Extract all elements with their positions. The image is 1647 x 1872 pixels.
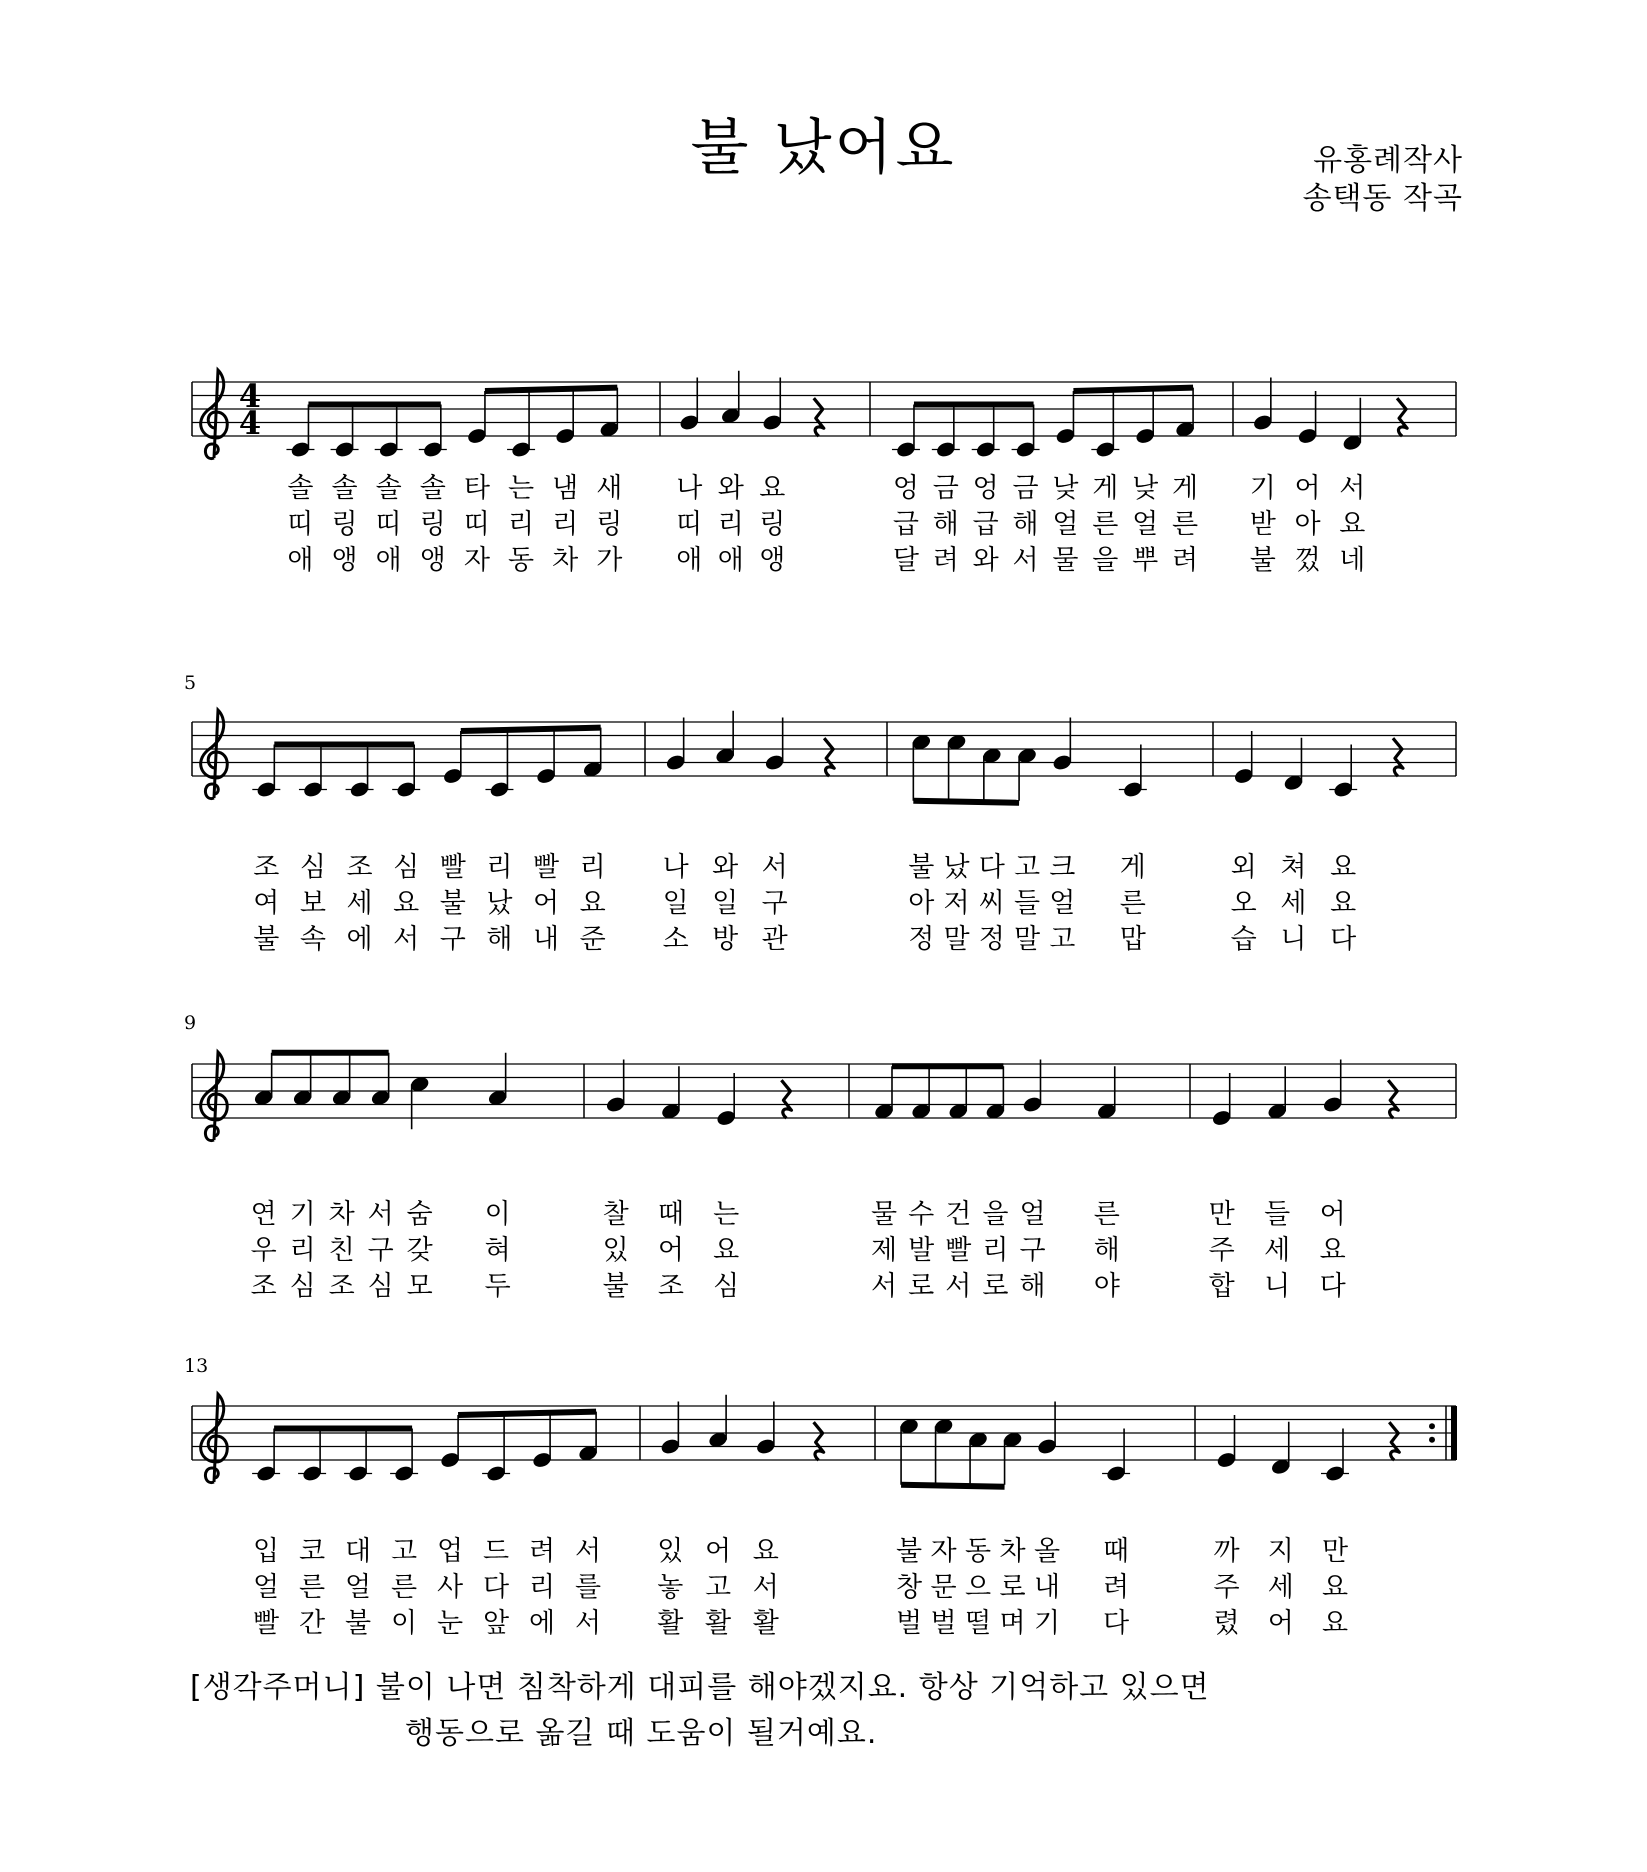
staff-system-1 bbox=[192, 370, 1456, 576]
lyric-syllable: 띠 bbox=[375, 509, 402, 540]
lyric-syllable: 달 bbox=[892, 545, 920, 576]
lyric-syllable: 앵 bbox=[419, 545, 446, 576]
quarter-rest-icon bbox=[814, 398, 824, 436]
lyric-syllable: 올 bbox=[1034, 1536, 1061, 1567]
lyric-syllable: 활 bbox=[752, 1608, 779, 1639]
lyric-syllable: 리 bbox=[552, 509, 579, 540]
beam bbox=[901, 1485, 1005, 1487]
lyric-syllable: 빨 bbox=[253, 1608, 280, 1639]
lyric-syllable: 에 bbox=[346, 924, 373, 955]
lyric-syllable: 아 bbox=[908, 888, 935, 919]
lyric-syllable: 심 bbox=[299, 852, 326, 883]
lyric-syllable: 어 bbox=[705, 1536, 732, 1567]
lyric-syllable: 심 bbox=[393, 852, 420, 883]
lyric-syllable: 준 bbox=[579, 924, 606, 955]
lyric-syllable: 서 bbox=[1012, 545, 1039, 576]
lyric-syllable: 심 bbox=[289, 1271, 316, 1302]
lyric-syllable: 서 bbox=[1339, 473, 1366, 504]
lyric-syllable: 려 bbox=[529, 1536, 556, 1567]
lyric-syllable: 링 bbox=[759, 509, 786, 540]
staff-system-3 bbox=[184, 1012, 1456, 1302]
lyric-syllable: 세 bbox=[1280, 888, 1307, 919]
lyric-syllable: 얼 bbox=[1132, 509, 1159, 540]
lyric-syllable: 앵 bbox=[331, 545, 358, 576]
lyric-syllable: 불 bbox=[439, 888, 466, 919]
lyric-syllable: 내 bbox=[533, 924, 560, 955]
lyric-syllable: 어 bbox=[533, 888, 560, 919]
lyric-syllable: 고 bbox=[1014, 852, 1041, 883]
lyric-syllable: 으 bbox=[965, 1572, 992, 1603]
lyric-syllable: 조 bbox=[253, 852, 280, 883]
lyric-syllable: 솔 bbox=[331, 473, 358, 504]
lyric-syllable: 고 bbox=[705, 1572, 732, 1603]
lyric-syllable: 빨 bbox=[533, 852, 560, 883]
lyric-syllable: 다 bbox=[1319, 1271, 1346, 1302]
lyric-syllable: 수 bbox=[908, 1199, 935, 1230]
lyric-syllable: 까 bbox=[1213, 1536, 1240, 1567]
lyric-syllable: 다 bbox=[483, 1572, 510, 1603]
treble-clef-icon bbox=[201, 710, 228, 799]
lyric-syllable: 솔 bbox=[419, 473, 446, 504]
lyric-syllable: 금 bbox=[1012, 473, 1039, 504]
lyric-syllable: 어 bbox=[1294, 473, 1321, 504]
lyric-syllable: 났 bbox=[943, 852, 970, 883]
lyric-syllable: 조 bbox=[657, 1271, 684, 1302]
lyric-syllable: 링 bbox=[419, 509, 446, 540]
lyric-syllable: 해 bbox=[486, 924, 513, 955]
lyric-syllable: 관 bbox=[761, 924, 788, 955]
lyric-syllable: 간 bbox=[299, 1608, 326, 1639]
lyric-syllable: 애 bbox=[287, 545, 314, 576]
lyric-syllable: 있 bbox=[602, 1235, 629, 1266]
lyric-syllable: 요 bbox=[1321, 1572, 1349, 1603]
lyric-syllable: 씨 bbox=[978, 888, 1005, 919]
lyric-syllable: 해 bbox=[1019, 1271, 1046, 1302]
lyric-syllable: 와 bbox=[712, 852, 739, 883]
lyric-syllable: 조 bbox=[346, 852, 373, 883]
lyric-syllable: 서 bbox=[945, 1271, 972, 1302]
lyric-syllable: 른 bbox=[1093, 1199, 1120, 1230]
lyric-syllable: 찰 bbox=[602, 1199, 629, 1230]
lyric-syllable: 때 bbox=[1103, 1536, 1130, 1567]
lyric-syllable: 게 bbox=[1172, 473, 1199, 504]
lyric-syllable: 물 bbox=[1052, 545, 1079, 576]
quarter-rest-icon bbox=[781, 1080, 791, 1118]
lyric-syllable: 아 bbox=[1294, 509, 1321, 540]
lyric-syllable: 문 bbox=[930, 1572, 957, 1603]
lyric-syllable: 여 bbox=[253, 888, 280, 919]
lyric-syllable: 엉 bbox=[892, 473, 920, 504]
lyric-syllable: 서 bbox=[367, 1199, 394, 1230]
lyric-syllable: 금 bbox=[932, 473, 959, 504]
lyric-syllable: 요 bbox=[752, 1536, 779, 1567]
lyric-syllable: 차 bbox=[328, 1199, 355, 1230]
lyric-syllable: 얼 bbox=[253, 1572, 280, 1603]
lyric-syllable: 띠 bbox=[676, 509, 703, 540]
lyric-syllable: 렸 bbox=[1213, 1608, 1240, 1639]
lyric-syllable: 우 bbox=[250, 1235, 277, 1266]
lyric-syllable: 동 bbox=[965, 1536, 992, 1567]
lyric-syllable: 말 bbox=[943, 924, 970, 955]
lyric-syllable: 말 bbox=[1014, 924, 1041, 955]
lyric-syllable: 른 bbox=[391, 1572, 418, 1603]
repeat-dot bbox=[1429, 1437, 1435, 1443]
lyric-syllable: 얼 bbox=[345, 1572, 372, 1603]
lyric-syllable: 리 bbox=[529, 1572, 556, 1603]
lyric-syllable: 네 bbox=[1339, 545, 1366, 576]
lyric-syllable: 는 bbox=[508, 473, 535, 504]
lyric-syllable: 불 bbox=[1249, 545, 1276, 576]
lyric-syllable: 있 bbox=[657, 1536, 684, 1567]
lyric-syllable: 서 bbox=[393, 924, 420, 955]
lyric-syllable: 불 bbox=[602, 1271, 629, 1302]
beam bbox=[461, 728, 601, 731]
lyric-syllable: 려 bbox=[932, 545, 959, 576]
lyric-syllable: 내 bbox=[1034, 1572, 1061, 1603]
lyric-syllable: 요 bbox=[579, 888, 606, 919]
quarter-rest-icon bbox=[1397, 398, 1407, 436]
lyric-syllable: 엉 bbox=[972, 473, 999, 504]
lyric-syllable: 맙 bbox=[1119, 924, 1146, 955]
lyric-syllable: 로 bbox=[999, 1572, 1026, 1603]
lyric-syllable: 리 bbox=[982, 1235, 1009, 1266]
lyric-syllable: 습 bbox=[1230, 924, 1257, 955]
lyric-syllable: 자 bbox=[930, 1536, 957, 1567]
lyric-syllable: 나 bbox=[662, 852, 689, 883]
lyric-syllable: 애 bbox=[375, 545, 402, 576]
lyric-syllable: 심 bbox=[713, 1271, 740, 1302]
lyric-syllable: 기 bbox=[1034, 1608, 1061, 1639]
lyric-syllable: 크 bbox=[1049, 852, 1076, 883]
lyric-syllable: 야 bbox=[1093, 1271, 1120, 1302]
lyric-syllable: 물 bbox=[870, 1199, 898, 1230]
lyric-syllable: 니 bbox=[1264, 1271, 1291, 1302]
lyric-syllable: 리 bbox=[486, 852, 513, 883]
quarter-rest-icon bbox=[1393, 738, 1403, 776]
lyric-syllable: 갖 bbox=[406, 1235, 433, 1266]
lyric-syllable: 차 bbox=[999, 1536, 1026, 1567]
lyric-syllable: 주 bbox=[1213, 1572, 1240, 1603]
lyric-syllable: 나 bbox=[676, 473, 703, 504]
lyric-syllable: 구 bbox=[367, 1235, 394, 1266]
lyric-syllable: 제 bbox=[870, 1235, 898, 1266]
lyric-syllable: 연 bbox=[250, 1199, 277, 1230]
lyric-syllable: 모 bbox=[406, 1271, 433, 1302]
lyricist-credit: 유홍례작사 bbox=[1313, 143, 1463, 178]
lyric-syllable: 만 bbox=[1208, 1199, 1235, 1230]
lyric-syllable: 대 bbox=[345, 1536, 372, 1567]
lyric-syllable: 급 bbox=[972, 509, 999, 540]
lyric-syllable: 을 bbox=[982, 1199, 1009, 1230]
time-signature-top: 4 bbox=[238, 377, 262, 415]
footer-note-line2: 행동으로 옮길 때 도움이 될거예요. bbox=[405, 1716, 878, 1751]
lyric-syllable: 요 bbox=[1330, 852, 1357, 883]
lyric-syllable: 른 bbox=[1172, 509, 1199, 540]
lyric-syllable: 서 bbox=[752, 1572, 779, 1603]
lyric-syllable: 앵 bbox=[759, 545, 786, 576]
lyric-syllable: 심 bbox=[367, 1271, 394, 1302]
lyric-syllable: 서 bbox=[575, 1536, 602, 1567]
staff-system-4 bbox=[184, 1355, 1457, 1639]
lyric-syllable: 요 bbox=[1330, 888, 1357, 919]
lyric-syllable: 기 bbox=[1249, 473, 1276, 504]
lyric-syllable: 차 bbox=[552, 545, 579, 576]
quarter-rest-icon bbox=[814, 1422, 824, 1460]
lyric-syllable: 때 bbox=[657, 1199, 684, 1230]
treble-clef-icon bbox=[201, 370, 228, 459]
lyric-syllable: 다 bbox=[1330, 924, 1357, 955]
lyric-syllable: 요 bbox=[1319, 1235, 1346, 1266]
lyric-syllable: 서 bbox=[870, 1271, 898, 1302]
lyric-syllable: 다 bbox=[978, 852, 1005, 883]
lyric-syllable: 업 bbox=[437, 1536, 464, 1567]
lyric-syllable: 놓 bbox=[657, 1572, 684, 1603]
lyric-syllable: 쳐 bbox=[1280, 852, 1307, 883]
lyric-syllable: 조 bbox=[328, 1271, 355, 1302]
lyric-syllable: 게 bbox=[1119, 852, 1146, 883]
quarter-rest-icon bbox=[824, 738, 834, 776]
lyric-syllable: 정 bbox=[978, 924, 1005, 955]
lyric-syllable: 얼 bbox=[1049, 888, 1076, 919]
lyric-syllable: 려 bbox=[1103, 1572, 1130, 1603]
lyric-syllable: 얼 bbox=[1052, 509, 1079, 540]
lyric-syllable: 기 bbox=[289, 1199, 316, 1230]
lyric-syllable: 새 bbox=[596, 473, 623, 504]
lyric-syllable: 창 bbox=[896, 1572, 923, 1603]
beam bbox=[913, 801, 1019, 803]
lyric-syllable: 떨 bbox=[965, 1608, 992, 1639]
lyric-syllable: 소 bbox=[662, 924, 689, 955]
lyric-syllable: 자 bbox=[463, 545, 490, 576]
lyric-syllable: 리 bbox=[508, 509, 535, 540]
beam bbox=[458, 1412, 596, 1415]
lyric-syllable: 를 bbox=[575, 1572, 602, 1603]
lyric-syllable: 해 bbox=[1012, 509, 1039, 540]
lyric-syllable: 드 bbox=[483, 1536, 510, 1567]
lyric-syllable: 불 bbox=[253, 924, 280, 955]
lyric-syllable: 받 bbox=[1249, 509, 1276, 540]
lyric-syllable: 낮 bbox=[1052, 473, 1079, 504]
lyric-syllable: 벌 bbox=[896, 1608, 923, 1639]
final-barline bbox=[1451, 1406, 1457, 1460]
lyric-syllable: 뿌 bbox=[1132, 545, 1159, 576]
lyric-syllable: 발 bbox=[908, 1235, 935, 1266]
lyric-syllable: 어 bbox=[1319, 1199, 1346, 1230]
lyric-syllable: 보 bbox=[299, 888, 326, 919]
lyric-syllable: 불 bbox=[345, 1608, 372, 1639]
lyric-syllable: 리 bbox=[289, 1235, 316, 1266]
lyric-syllable: 타 bbox=[463, 473, 490, 504]
lyric-syllable: 른 bbox=[299, 1572, 326, 1603]
lyric-syllable: 났 bbox=[486, 888, 513, 919]
lyric-syllable: 만 bbox=[1321, 1536, 1349, 1567]
lyric-syllable: 세 bbox=[1264, 1235, 1291, 1266]
lyric-syllable: 활 bbox=[705, 1608, 732, 1639]
composer-credit: 송택동 작곡 bbox=[1302, 181, 1463, 216]
lyric-syllable: 동 bbox=[508, 545, 535, 576]
footer-note-line1: [생각주머니] 불이 나면 침착하게 대피를 해야겠지요. 항상 기억하고 있으면 bbox=[190, 1670, 1210, 1705]
staff-system-2 bbox=[184, 672, 1456, 955]
lyric-syllable: 구 bbox=[761, 888, 788, 919]
lyric-syllable: 서 bbox=[761, 852, 788, 883]
lyric-syllable: 해 bbox=[932, 509, 959, 540]
lyric-syllable: 리 bbox=[579, 852, 606, 883]
lyric-syllable: 활 bbox=[657, 1608, 684, 1639]
lyric-syllable: 눈 bbox=[437, 1608, 464, 1639]
lyric-syllable: 빨 bbox=[945, 1235, 972, 1266]
lyric-syllable: 구 bbox=[1019, 1235, 1046, 1266]
lyric-syllable: 니 bbox=[1280, 924, 1307, 955]
lyric-syllable: 주 bbox=[1208, 1235, 1235, 1266]
lyric-syllable: 띠 bbox=[463, 509, 490, 540]
lyric-syllable: 이 bbox=[391, 1608, 418, 1639]
lyric-syllable: 요 bbox=[713, 1235, 740, 1266]
lyric-syllable: 른 bbox=[1119, 888, 1146, 919]
lyric-syllable: 방 bbox=[712, 924, 739, 955]
lyric-syllable: 는 bbox=[713, 1199, 740, 1230]
lyric-syllable: 얼 bbox=[1019, 1199, 1046, 1230]
lyric-syllable: 들 bbox=[1264, 1199, 1291, 1230]
lyric-syllable: 급 bbox=[892, 509, 920, 540]
lyric-syllable: 세 bbox=[346, 888, 373, 919]
lyric-syllable: 사 bbox=[437, 1572, 464, 1603]
lyric-syllable: 오 bbox=[1230, 888, 1257, 919]
lyric-syllable: 조 bbox=[250, 1271, 277, 1302]
lyric-syllable: 일 bbox=[662, 888, 689, 919]
lyric-syllable: 들 bbox=[1014, 888, 1041, 919]
beam bbox=[485, 388, 617, 391]
lyric-syllable: 속 bbox=[299, 924, 326, 955]
treble-clef-icon bbox=[201, 1052, 228, 1141]
lyric-syllable: 고 bbox=[391, 1536, 418, 1567]
lyric-syllable: 에 bbox=[529, 1608, 556, 1639]
lyric-syllable: 어 bbox=[657, 1235, 684, 1266]
lyric-syllable: 와 bbox=[717, 473, 744, 504]
lyric-syllable: 외 bbox=[1230, 852, 1257, 883]
lyric-syllable: 냄 bbox=[552, 473, 579, 504]
repeat-dot bbox=[1429, 1423, 1435, 1429]
lyric-syllable: 껐 bbox=[1294, 545, 1321, 576]
lyric-syllable: 요 bbox=[1321, 1608, 1349, 1639]
lyric-syllable: 와 bbox=[972, 545, 999, 576]
measure-number: 5 bbox=[184, 672, 197, 694]
lyric-syllable: 세 bbox=[1267, 1572, 1294, 1603]
lyric-syllable: 일 bbox=[712, 888, 739, 919]
quarter-rest-icon bbox=[1389, 1422, 1399, 1460]
lyric-syllable: 고 bbox=[1049, 924, 1076, 955]
lyric-syllable: 요 bbox=[1339, 509, 1366, 540]
lyric-syllable: 낮 bbox=[1132, 473, 1159, 504]
treble-clef-icon bbox=[201, 1394, 228, 1483]
lyric-syllable: 이 bbox=[484, 1199, 511, 1230]
lyric-syllable: 정 bbox=[908, 924, 935, 955]
lyric-syllable: 링 bbox=[596, 509, 623, 540]
lyric-syllable: 띠 bbox=[287, 509, 314, 540]
lyric-syllable: 불 bbox=[896, 1536, 923, 1567]
measure-number: 9 bbox=[184, 1012, 197, 1034]
lyric-syllable: 솔 bbox=[287, 473, 314, 504]
lyric-syllable: 링 bbox=[331, 509, 358, 540]
lyric-syllable: 게 bbox=[1092, 473, 1119, 504]
time-signature-bottom: 4 bbox=[238, 404, 262, 442]
quarter-rest-icon bbox=[1388, 1080, 1398, 1118]
lyric-syllable: 두 bbox=[484, 1271, 511, 1302]
lyric-syllable: 숨 bbox=[406, 1199, 433, 1230]
lyric-syllable: 가 bbox=[596, 545, 623, 576]
lyric-syllable: 저 bbox=[943, 888, 970, 919]
lyric-syllable: 다 bbox=[1103, 1608, 1130, 1639]
beam bbox=[1073, 388, 1193, 391]
lyric-syllable: 른 bbox=[1092, 509, 1119, 540]
lyric-syllable: 리 bbox=[717, 509, 744, 540]
song-title: 불 났어요 bbox=[690, 113, 957, 183]
lyric-syllable: 빨 bbox=[439, 852, 466, 883]
lyric-syllable: 구 bbox=[439, 924, 466, 955]
lyric-syllable: 서 bbox=[575, 1608, 602, 1639]
lyric-syllable: 요 bbox=[393, 888, 420, 919]
lyric-syllable: 로 bbox=[908, 1271, 935, 1302]
lyric-syllable: 애 bbox=[717, 545, 744, 576]
lyric-syllable: 며 bbox=[999, 1608, 1026, 1639]
lyric-syllable: 로 bbox=[982, 1271, 1009, 1302]
lyric-syllable: 입 bbox=[253, 1536, 280, 1567]
lyric-syllable: 친 bbox=[328, 1235, 355, 1266]
lyric-syllable: 건 bbox=[945, 1199, 972, 1230]
lyric-syllable: 합 bbox=[1208, 1271, 1235, 1302]
lyric-syllable: 해 bbox=[1093, 1235, 1120, 1266]
lyric-syllable: 벌 bbox=[930, 1608, 957, 1639]
lyric-syllable: 불 bbox=[908, 852, 935, 883]
lyric-syllable: 솔 bbox=[375, 473, 402, 504]
lyric-syllable: 혀 bbox=[484, 1235, 511, 1266]
lyric-syllable: 을 bbox=[1092, 545, 1119, 576]
lyric-syllable: 어 bbox=[1267, 1608, 1294, 1639]
lyric-syllable: 요 bbox=[759, 473, 786, 504]
lyric-syllable: 지 bbox=[1267, 1536, 1294, 1567]
lyric-syllable: 애 bbox=[676, 545, 703, 576]
lyric-syllable: 코 bbox=[299, 1536, 326, 1567]
measure-number: 13 bbox=[184, 1355, 209, 1377]
lyric-syllable: 앞 bbox=[483, 1608, 510, 1639]
lyric-syllable: 려 bbox=[1172, 545, 1199, 576]
